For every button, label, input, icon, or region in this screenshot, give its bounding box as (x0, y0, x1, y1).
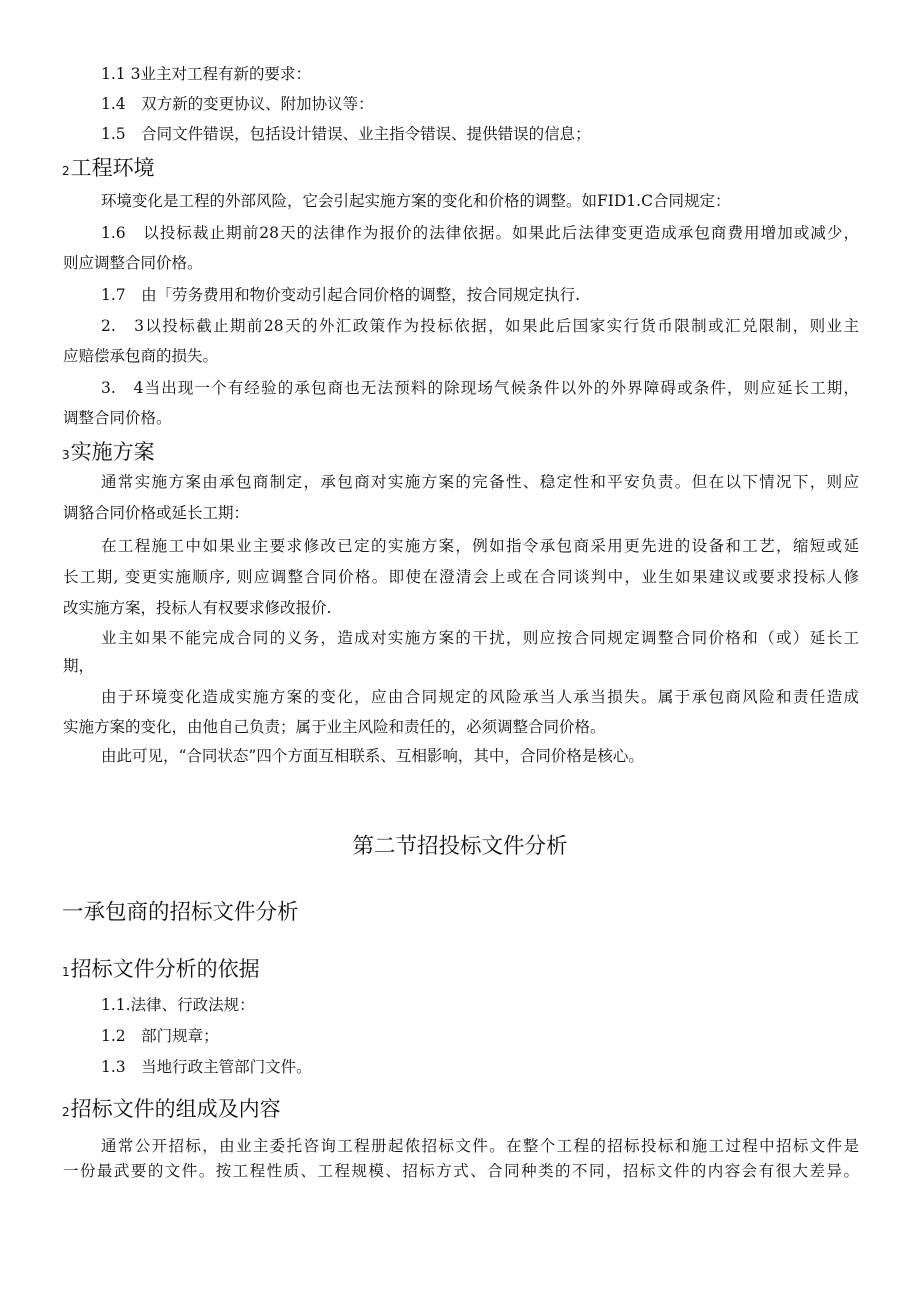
heading-number: 2 (62, 164, 70, 178)
plan-paragraph-1-line2: 调貉合同价格或延长工期： (63, 504, 250, 522)
clause-1-6-line1: 1.6 以投标裁止期前28天的法律作为报价的法律依据。如果此后法律变更造成承包商费用增加或减少， (101, 224, 859, 242)
clause-2-3-line2: 应赔偿承包商的损失。 (63, 347, 219, 365)
clause-3-4-line1: 3. 4当出现一个有经验的承包商也无法预料的除现场气候条件以外的外界障碍或条件，则应延长工期， (101, 379, 859, 397)
section-title: 第二节招投标文件分析 (352, 834, 568, 859)
heading-number: 2 (62, 1105, 70, 1119)
basis-item-3: 1.3 当地行政主管部门文件。 (101, 1058, 312, 1076)
clause-1-5: 1.5 合同文件错误，包括设计错误、业主指令错误、提供错误的信息； (101, 125, 591, 143)
basis-item-2: 1.2 部门规章； (101, 1027, 219, 1045)
plan-paragraph-2-line3: 改实施方案，投标人有权要求修改报价. (63, 599, 332, 617)
clause-1-1-3: 1.1 3业主对工程有新的要求： (101, 65, 311, 83)
plan-paragraph-1-line1: 通常实施方案由承包商制定，承包商对实施方案的完备性、稳定性和平安负责。但在以下情况下，则应 (101, 473, 859, 491)
clause-3-4-line2: 调整合同价格。 (63, 409, 172, 427)
heading-implementation-plan (62, 439, 155, 468)
environment-intro: 环境变化是工程的外部风险，它会引起实施方案的变化和价格的调整。如FID1.C合同规定： (101, 192, 731, 210)
clause-1-4: 1.4 双方新的变更协议、附加协议等： (101, 95, 374, 113)
clause-1-6-line2: 则应调整合同价格。 (63, 254, 203, 272)
basis-item-1: 1.1.法律、行政法规： (101, 996, 255, 1014)
heading-text: 招标文件分析的依据 (70, 957, 260, 981)
plan-paragraph-5: 由此可见，“合同状态”四个方面互相联系、互相影响，其中，合同价格是核心。 (101, 747, 644, 765)
heading-analysis-basis (62, 956, 260, 985)
plan-paragraph-2-line1: 在工程施工中如果业主要求修改已定的实施方案，例如指令承包商采用更先进的设备和工艺，缩短或延 (101, 537, 859, 555)
plan-paragraph-3-line2: 期， (63, 657, 95, 675)
heading-number: 1 (62, 965, 70, 979)
plan-paragraph-4-line1: 由于环境变化造成实施方案的变化，应由合同规定的风险承当人承当损失。属于承包商风险和责任造成 (101, 688, 859, 706)
plan-paragraph-4-line2: 实施方案的变化，由他自己负责；属于业主风险和责任的，必须调整合同价格。 (63, 718, 606, 736)
part-heading: 一承包商的招标文件分析 (62, 900, 299, 925)
clause-1-7: 1.7 由「劳务费用和物价变动引起合同价格的调整，按合同规定执行. (101, 286, 581, 304)
heading-text: 实施方案 (70, 440, 155, 464)
plan-paragraph-3-line1: 业主如果不能完成合同的义务，造成对实施方案的干扰，则应按合同规定调整合同价格和（或）延长工 (101, 629, 859, 647)
clause-2-3-line1: 2. 3以投标截止期前28天的外汇政策作为投标依据，如果此后国家实行货币限制或汇兑限制，则业主 (101, 317, 859, 335)
heading-text: 工程环境 (70, 156, 155, 180)
heading-number: 3 (62, 448, 70, 462)
heading-text: 招标文件的组成及内容 (70, 1097, 281, 1121)
plan-paragraph-2-line2: 长工期, 变更实施顺序, 则应调整合同价格。即使在澄清会上或在合同谈判中，业生如果建议或要求投标人修 (63, 568, 859, 586)
heading-environment (62, 155, 155, 184)
composition-paragraph-line2: 一份最武要的文件。按工程性质、工程规模、招标方式、合同种类的不同，招标文件的内容会有很大差异。 (63, 1162, 859, 1180)
composition-paragraph-line1: 通常公开招标，由业主委托咨询工程册起侬招标文件。在整个工程的招标投标和施工过程中招标文件是 (101, 1137, 859, 1155)
heading-composition (62, 1096, 281, 1125)
